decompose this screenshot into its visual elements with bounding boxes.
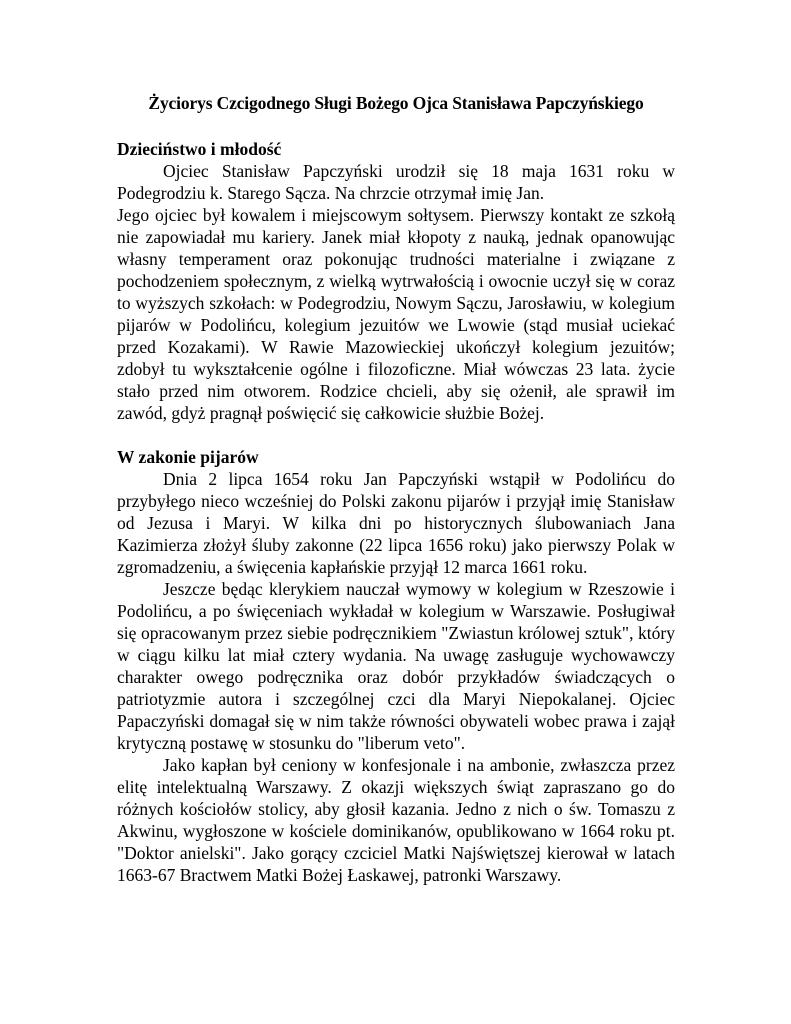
section-childhood [117,138,675,424]
section-heading: Dzieciństwo i młodość [117,139,282,159]
paragraph: Jeszcze będąc klerykiem nauczał wymowy w kolegium w Rzeszowie i Podolińcu, a po święceniach wykładał w kolegium w Warszawie. Posługiwał się opracowanym przez siebie podręcznikiem "Zwiastun królowej sztuk", który w ciągu kilku lat miał cztery wydania. Na uwagę zasługuje wychowawczy charakter owego podręcznika oraz dobór przykładów świadczących o patriotyzmie autora i szczególnej czci dla Maryi Niepokalanej. Ojciec Papaczyński domagał się w nim także równości obywateli wobec prawa i zajął krytyczną postawę w stosunku do "liberum veto". [117,579,675,753]
paragraph: Jako kapłan był ceniony w konfesjonale i na ambonie, zwłaszcza przez elitę intelektualną Warszawy. Z okazji większych świąt zapraszano go do różnych kościołów stolicy, aby głosił kazania. Jedno z nich o św. Tomaszu z Akwinu, wygłoszone w kościele dominikanów, opublikowano w 1664 roku pt. "Doktor anielski". Jako gorący czciciel Matki Najświętszej kierował w latach 1663-67 Bractwem Matki Bożej Łaskawej, patronki Warszawy. [117,755,675,885]
paragraph: Dnia 2 lipca 1654 roku Jan Papczyński wstąpił w Podolińcu do przybyłego nieco wcześniej do Polski zakonu pijarów i przyjął imię Stanisław od Jezusa i Maryi. W kilka dni po historycznych ślubowaniach Jana Kazimierza złożył śluby zakonne (22 lipca 1656 roku) jako pierwszy Polak w zgromadzeniu, a święcenia kapłańskie przyjął 12 marca 1661 roku. [117,469,675,577]
section-heading: W zakonie pijarów [117,447,259,467]
document-title: Życiorys Czcigodnego Sługi Bożego Ojca Stanisława Papczyńskiego [148,93,644,113]
paragraph: Ojciec Stanisław Papczyński urodził się 18 maja 1631 roku w Podegrodziu k. Starego Sącza. Na chrzcie otrzymał imię Jan. [117,161,675,203]
section-piarists [117,446,675,886]
document-page [117,92,675,908]
paragraph: Jego ojciec był kowalem i miejscowym sołtysem. Pierwszy kontakt ze szkołą nie zapowiadał mu kariery. Janek miał kłopoty z nauką, jednak opanowując własny temperament oraz pokonując trudności materialne i związane z pochodzeniem społecznym, z wielką wytrwałością i owocnie uczył się w coraz to wyższych szkołach: w Podegrodziu, Nowym Sączu, Jarosławiu, w kolegium pijarów w Podolińcu, kolegium jezuitów we Lwowie (stąd musiał uciekać przed Kozakami). W Rawie Mazowieckiej ukończył kolegium jezuitów; zdobył tu wykształcenie ogólne i filozoficzne. Miał wówczas 23 lata. życie stało przed nim otworem. Rodzice chcieli, aby się ożenił, ale sprawił im zawód, gdyż pragnął poświęcić się całkowicie służbie Bożej. [117,205,675,423]
